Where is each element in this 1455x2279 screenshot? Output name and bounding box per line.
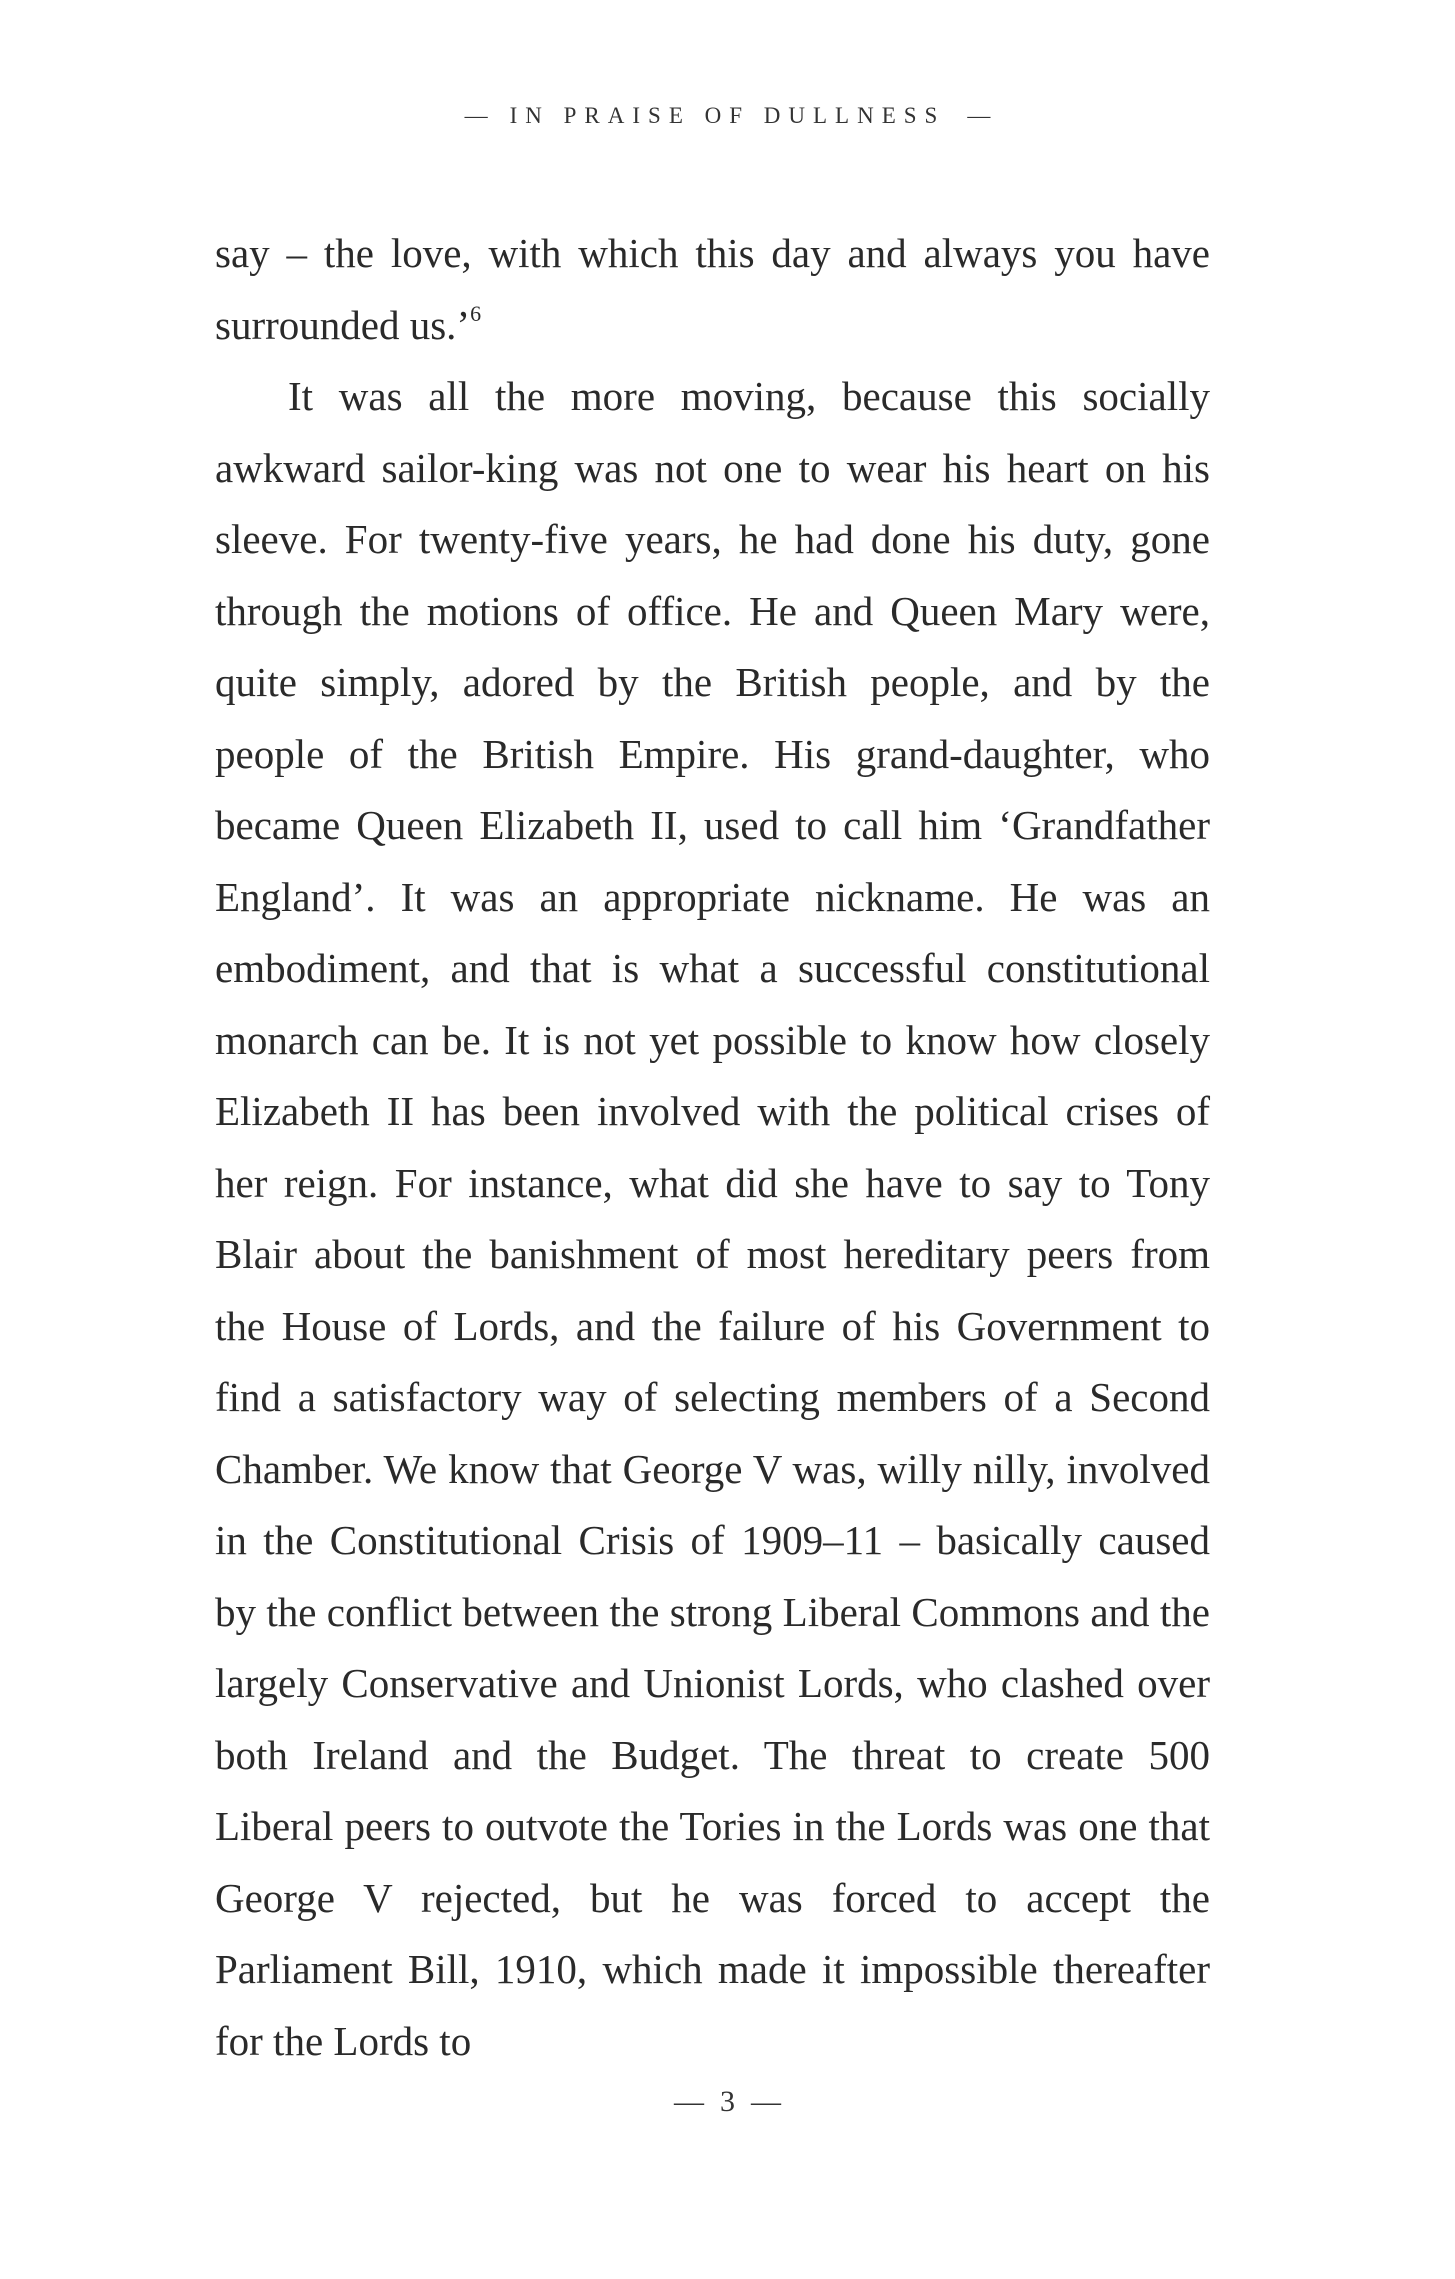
paragraph-main: It was all the more moving, because this socially awkward sailor-king was not one to wear his heart on his sleeve. For twenty-five years, he had done his duty, gone through the motions of office. He and Queen Mary were, quite simply, adored by the British people, and by the people of the British Empire. His grand-daughter, who became Queen Elizabeth II, used to call him ‘Grandfather England’. It was an appropriate nickname. He was an embodiment, and that is what a successful constitutional monarch can be. It is not yet possible to know how closely Elizabeth II has been involved with the political crises of her reign. For instance, what did she have to say to Tony Blair about the banishment of most hereditary peers from the House of Lords, and the failure of his Government to find a satisfactory way of selecting members of a Second Chamber. We know that George V was, willy nilly, involved in the Constitutional Crisis of 1909–11 – basically caused by the conflict between the strong Liberal Commons and the largely Conservative and Unionist Lords, who clashed over both Ireland and the Budget. The threat to create 500 Liberal peers to outvote the Tories in the Lords was one that George V rejected, but he was forced to accept the Parliament Bill, 1910, which made it impossible thereafter for the Lords to	[215, 373, 1210, 2064]
folio-dash-right: —	[751, 2085, 781, 2118]
page-footer	[0, 2085, 1455, 2119]
folio-dash-left: —	[674, 2085, 704, 2118]
body-text	[215, 218, 1210, 2077]
page-number: 3	[720, 2085, 735, 2118]
running-head-title: IN PRAISE OF DULLNESS	[509, 103, 946, 128]
running-head-dash-left: —	[464, 103, 488, 128]
paragraph-continued	[215, 218, 1210, 361]
running-head-dash-right: —	[967, 103, 991, 128]
running-head	[0, 103, 1455, 129]
paragraph-1-text: say – the love, with which this day and always you have surrounded us.’	[215, 230, 1210, 348]
footnote-reference: 6	[470, 300, 482, 326]
